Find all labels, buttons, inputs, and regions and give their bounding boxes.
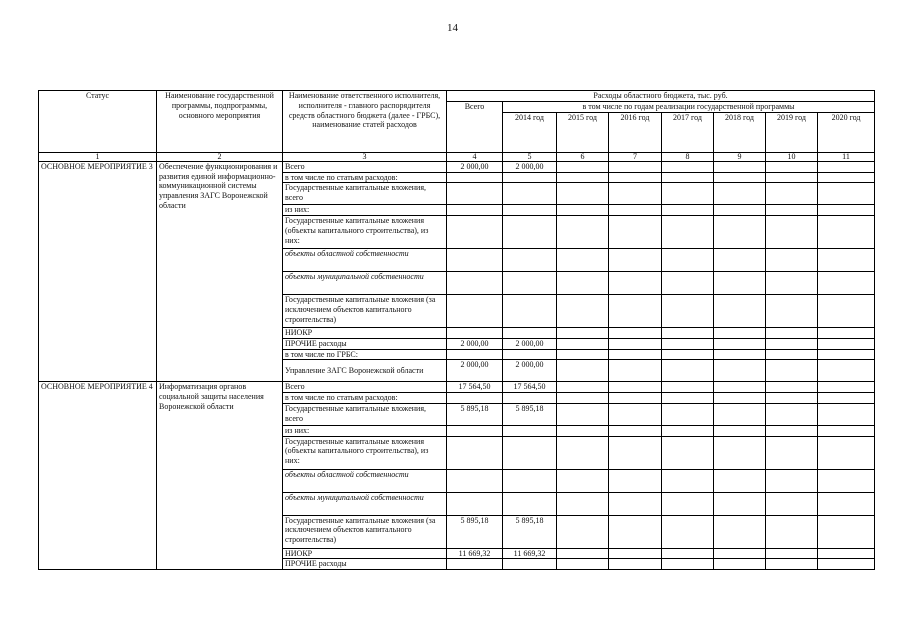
expense-total xyxy=(447,328,503,339)
budget-table xyxy=(38,90,875,570)
column-number: 5 xyxy=(503,152,557,161)
expense-2014 xyxy=(503,492,557,515)
header-year-2018: 2018 год xyxy=(714,112,766,152)
expense-item-label: объекты муниципальной собственности xyxy=(283,492,447,515)
expense-total xyxy=(447,205,503,216)
expense-item-label: в том числе по статьям расходов: xyxy=(283,172,447,183)
expense-total: 17 564,50 xyxy=(447,382,503,393)
expense-item-label: НИОКР xyxy=(283,328,447,339)
block-name: Информатизация органов социальной защиты населения Воронежской области xyxy=(157,382,283,570)
header-year-2016: 2016 год xyxy=(609,112,662,152)
expense-total xyxy=(447,393,503,404)
expense-total xyxy=(447,272,503,295)
block-status: ОСНОВНОЕ МЕРОПРИЯТИЕ 3 xyxy=(39,161,157,382)
expense-2014 xyxy=(503,328,557,339)
column-number: 6 xyxy=(557,152,609,161)
expense-2014: 5 895,18 xyxy=(503,403,557,425)
expense-total: 2 000,00 xyxy=(447,161,503,172)
expense-2014 xyxy=(503,436,557,469)
expense-2014: 2 000,00 xyxy=(503,360,557,382)
expense-total xyxy=(447,436,503,469)
expense-total xyxy=(447,559,503,570)
column-number: 7 xyxy=(609,152,662,161)
expense-2014 xyxy=(503,216,557,249)
expense-2014 xyxy=(503,425,557,436)
header-program-name: Наименование государственной программы, подпрограммы, основного мероприятия xyxy=(157,91,283,153)
expense-2014 xyxy=(503,183,557,205)
expense-total xyxy=(447,172,503,183)
expense-2014: 5 895,18 xyxy=(503,515,557,548)
expense-2014 xyxy=(503,393,557,404)
expense-item-label: в том числе по ГРБС: xyxy=(283,349,447,360)
column-number: 9 xyxy=(714,152,766,161)
column-number: 1 xyxy=(39,152,157,161)
header-by-years: в том числе по годам реализации государственной программы xyxy=(503,102,875,113)
expense-item-label: Государственные капитальные вложения (объекты капитального строительства), из них: xyxy=(283,216,447,249)
expense-item-label: объекты муниципальной собственности xyxy=(283,272,447,295)
expense-total: 5 895,18 xyxy=(447,515,503,548)
expense-2014 xyxy=(503,469,557,492)
expense-total xyxy=(447,295,503,328)
expense-item-label: Государственные капитальные вложения, всего xyxy=(283,403,447,425)
expense-total xyxy=(447,249,503,272)
column-number: 3 xyxy=(283,152,447,161)
header-status: Статус xyxy=(39,91,157,153)
expense-item-label: Государственные капитальные вложения (объекты капитального строительства), из них: xyxy=(283,436,447,469)
expense-total: 11 669,32 xyxy=(447,548,503,559)
expense-item-label: из них: xyxy=(283,205,447,216)
expense-item-label: Государственные капитальные вложения (за исключением объектов капитального строительства) xyxy=(283,295,447,328)
expense-2014 xyxy=(503,249,557,272)
header-year-2014: 2014 год xyxy=(503,112,557,152)
expense-item-label: Государственные капитальные вложения, всего xyxy=(283,183,447,205)
column-number: 10 xyxy=(766,152,818,161)
header-total: Всего xyxy=(447,102,503,153)
expense-total: 5 895,18 xyxy=(447,403,503,425)
expense-item-label: из них: xyxy=(283,425,447,436)
column-number: 2 xyxy=(157,152,283,161)
expense-2014 xyxy=(503,559,557,570)
expense-2014: 17 564,50 xyxy=(503,382,557,393)
block-status: ОСНОВНОЕ МЕРОПРИЯТИЕ 4 xyxy=(39,382,157,570)
expense-2014: 11 669,32 xyxy=(503,548,557,559)
expense-2014 xyxy=(503,205,557,216)
expense-2014: 2 000,00 xyxy=(503,161,557,172)
expense-2014: 2 000,00 xyxy=(503,338,557,349)
column-number: 11 xyxy=(818,152,875,161)
expense-item-label: Государственные капитальные вложения (за исключением объектов капитального строительства) xyxy=(283,515,447,548)
expense-item-label: объекты областной собственности xyxy=(283,469,447,492)
expense-item-label: ПРОЧИЕ расходы xyxy=(283,559,447,570)
expense-item-label: в том числе по статьям расходов: xyxy=(283,393,447,404)
expense-2014 xyxy=(503,272,557,295)
expense-total: 2 000,00 xyxy=(447,338,503,349)
expense-total: 2 000,00 xyxy=(447,360,503,382)
header-executor-name: Наименование ответственного исполнителя, исполнителя - главного распорядителя средств областного бюджета (далее - ГРБС), наименование статей расходов xyxy=(283,91,447,153)
block-name: Обеспечение функционирования и развития единой информационно-коммуникационной системы управления ЗАГС Воронежской области xyxy=(157,161,283,382)
expense-total xyxy=(447,349,503,360)
expense-total xyxy=(447,183,503,205)
expense-total xyxy=(447,216,503,249)
expense-item-label: Всего xyxy=(283,161,447,172)
expense-item-label: Управление ЗАГС Воронежской области xyxy=(283,360,447,382)
column-number: 4 xyxy=(447,152,503,161)
expense-item-label: объекты областной собственности xyxy=(283,249,447,272)
header-year-2017: 2017 год xyxy=(662,112,714,152)
expense-total xyxy=(447,469,503,492)
column-number: 8 xyxy=(662,152,714,161)
expense-2014 xyxy=(503,349,557,360)
expense-2014 xyxy=(503,295,557,328)
expense-item-label: ПРОЧИЕ расходы xyxy=(283,338,447,349)
header-year-2019: 2019 год xyxy=(766,112,818,152)
header-expenses-title: Расходы областного бюджета, тыс. руб. xyxy=(447,91,875,102)
expense-2014 xyxy=(503,172,557,183)
expense-item-label: НИОКР xyxy=(283,548,447,559)
page-number: 14 xyxy=(447,22,458,34)
header-year-2015: 2015 год xyxy=(557,112,609,152)
header-year-2020: 2020 год xyxy=(818,112,875,152)
expense-total xyxy=(447,425,503,436)
expense-item-label: Всего xyxy=(283,382,447,393)
expense-total xyxy=(447,492,503,515)
